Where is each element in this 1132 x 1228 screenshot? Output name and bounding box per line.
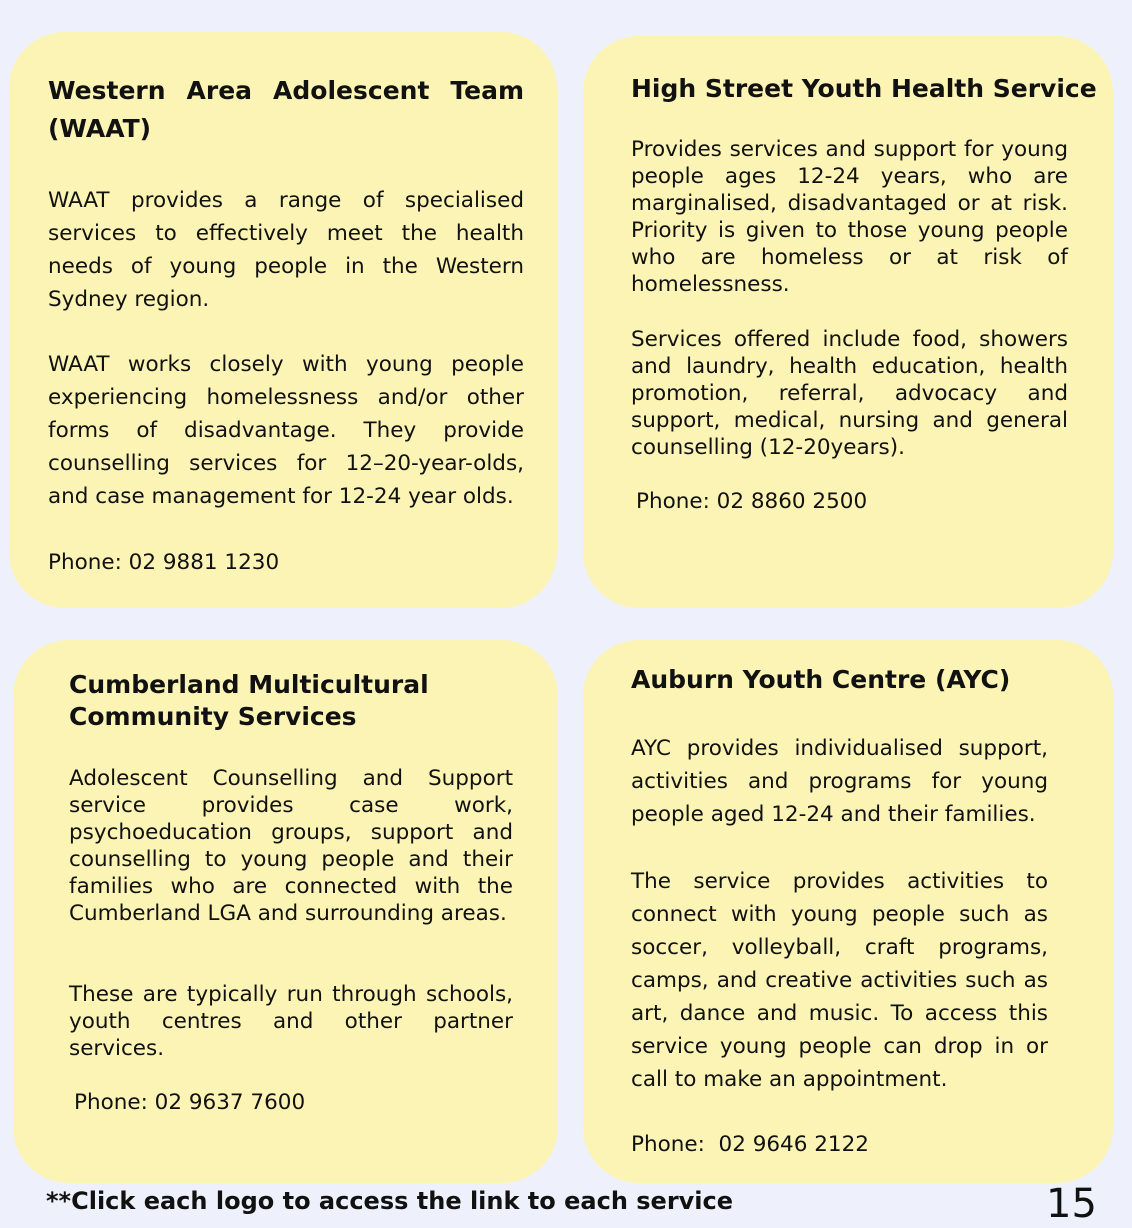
card-description: The service provides activities to connect with young people such as soccer, volleyball, craft programs, camps, and creative activities such as art, dance and music. To access this service young people can drop in or call to make an appointment. <box>631 869 1048 1092</box>
card-title: Western Area Adolescent Team (WAAT) <box>48 76 524 143</box>
page-number: 15 <box>1046 1181 1097 1227</box>
card-title: High Street Youth Health Service <box>631 74 1097 103</box>
card-description: Adolescent Counselling and Support service provides case work, psychoeducation groups, support and counselling to young people and their families who are connected with the Cumberland LGA and surrounding areas. <box>69 766 513 926</box>
service-card-high-street <box>583 36 1113 608</box>
service-card-waat <box>9 32 557 608</box>
card-title: Auburn Youth Centre (AYC) <box>631 665 1011 694</box>
card-phone: Phone: 02 9637 7600 <box>74 1090 306 1115</box>
card-phone: Phone: 02 8860 2500 <box>636 489 868 514</box>
card-description: These are typically run through schools, youth centres and other partner services. <box>69 982 513 1061</box>
card-phone: Phone: 02 9646 2122 <box>631 1132 869 1157</box>
card-description: WAAT provides a range of specialised services to effectively meet the health needs of young people in the Western Sydney region. <box>48 188 524 312</box>
service-card-cumberland <box>13 640 558 1183</box>
card-description: WAAT works closely with young people experiencing homelessness and/or other forms of disadvantage. They provide counselling services for 12–20-year-olds, and case management for 12-24 year olds. <box>48 352 524 509</box>
footnote: **Click each logo to access the link to each service <box>46 1187 734 1215</box>
service-card-auburn <box>583 640 1113 1183</box>
card-title: Cumberland Multicultural Community Services <box>69 670 429 731</box>
card-description: AYC provides individualised support, activities and programs for young people aged 12-24 and their families. <box>631 736 1048 827</box>
card-description: Provides services and support for young people ages 12-24 years, who are marginalised, disadvantaged or at risk. Priority is given to those young people who are homeless or at risk of homelessness. <box>631 137 1068 297</box>
card-phone: Phone: 02 9881 1230 <box>48 550 280 575</box>
card-description: Services offered include food, showers and laundry, health education, health promotion, referral, advocacy and support, medical, nursing and general counselling (12-20years). <box>631 327 1068 460</box>
